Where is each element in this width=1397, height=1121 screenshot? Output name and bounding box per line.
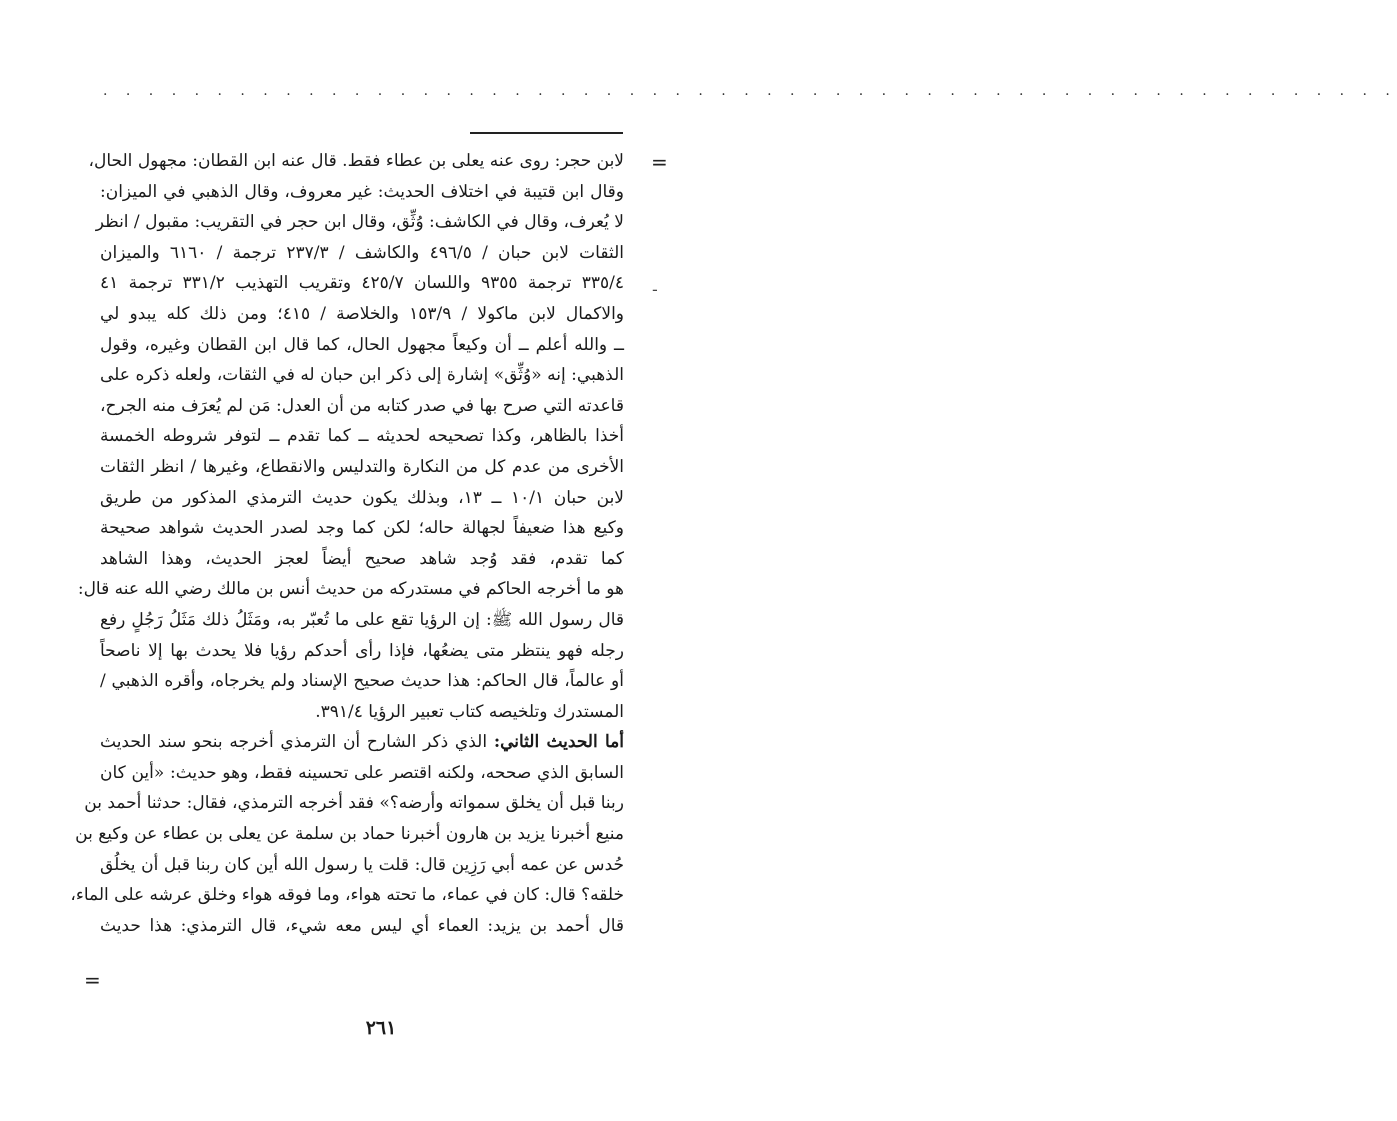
footnote-line: قال أحمد بن يزيد: العماء أي ليس معه شيء، قال الترمذي: هذا حديث [100,915,624,936]
footnote-line: هو ما أخرجه الحاكم في مستدركه من حديث أنس بن مالك رضي الله عنه قال: [77,579,624,600]
footnote-line: لابن حبان ١٠/١ ــ ١٣، وبذلك يكون حديث الترمذي المذكور من طريق [100,487,624,508]
footnote-line: ربنا قبل أن يخلق سمواته وأرضه؟» فقد أخرجه الترمذي، فقال: حدثنا أحمد بن [84,793,624,814]
footnote-line-second-hadith: أما الحديث الثاني: الذي ذكر الشارح أن الترمذي أخرجه بنحو سند الحديث [100,732,624,753]
footnote-line: رجله فهو ينتظر متى يضعُها، فإذا رأى أحدكم رؤيا فلا يحدث بها إلا ناصحاً [100,640,624,661]
footnote-line: الثقات لابن حبان / ٤٩٦/٥ والكاشف / ٢٣٧/٣ ترجمة / ٦١٦٠ والميزان [100,242,624,263]
footnote-line: قاعدته التي صرح بها في صدر كتابه من أن العدل: مَن لم يُعرَف منه الجرح، [100,395,624,416]
footnote-line: وقال ابن قتيبة في اختلاف الحديث: غير معروف، وقال الذهبي في الميزان: [100,181,624,202]
footnote-line: منيع أخبرنا يزيد بن هارون أخبرنا حماد بن سلمة عن يعلى بن عطاء عن وكيع بن [75,824,624,845]
page-number: ٢٦١ [365,1017,397,1039]
footnote-line: لا يُعرف، وقال في الكاشف: وُثِّق، وقال ابن حجر في التقريب: مقبول / انظر [95,212,624,233]
footnote-text [70,146,625,941]
footnote-line: الذهبي: إنه «وُثِّق» إشارة إلى ذكر ابن حبان له في الثقات، ولعله ذكره على [100,365,624,386]
footnote-line: خلقه؟ قال: كان في عماء، ما تحته هواء، وما فوقه هواء وخلق عرشه على الماء، [70,885,624,906]
footnote-line: ٣٣٥/٤ ترجمة ٩٣٥٥ واللسان ٤٢٥/٧ وتقريب التهذيب ٣٣١/٢ ترجمة ٤١ [100,273,624,294]
footnote-line: قال رسول الله ﷺ: إن الرؤيا تقع على ما تُعبّر به، ومَثَلُ ذلك مَثَلُ رَجُلٍ رفع [100,609,624,630]
continuation-mark-bottom: = [84,968,101,992]
footnote-line: وكيع هذا ضعيفاً لجهالة حاله؛ لكن كما وجد لصدر الحديث شواهد صحيحة [100,518,624,539]
footnote-rule [470,132,623,134]
second-hadith-heading: أما الحديث الثاني: [493,732,624,753]
footnote-line: أخذا بالظاهر، وكذا تصحيحه لحديثه ــ كما تقدم ــ لتوفر شروطه الخمسة [100,426,624,447]
margin-tick: - [652,280,658,299]
footnote-line: المستدرك وتلخيصه كتاب تعبير الرؤيا ٣٩١/٤. [315,701,624,722]
footnote-line: السابق الذي صححه، ولكنه اقتصر على تحسينه فقط، وهو حديث: «أين كان [100,762,624,783]
footnote-line: أو عالماً، قال الحاكم: هذا حديث صحيح الإسناد ولم يخرجاه، وأقره الذهبي / [100,671,624,692]
footnote-line: حُدس عن عمه أبي رَزِين قال: قلت يا رسول الله أين كان ربنا قبل أن يخلُق [100,854,624,875]
footnote-line: لابن حجر: روى عنه يعلى بن عطاء فقط. قال عنه ابن القطان: مجهول الحال، [88,151,624,171]
footnote-line: كما تقدم، فقد وُجد شاهد صحيح أيضاً لعجز الحديث، وهذا الشاهد [100,548,624,569]
dotted-separator: . . . . . . . . . . . . . . . . . . . . . . . . . . . . . . . . . . . . . . . . . . . . . . . . . . . . . . . . . [103,83,1397,99]
continuation-mark-top: = [651,150,668,174]
footnote-line: الأخرى من عدم كل من النكارة والتدليس والانقطاع، وغيرها / انظر الثقات [100,456,624,477]
footnote-line: والاكمال لابن ماكولا / ١٥٣/٩ والخلاصة / ٤١٥؛ ومن ذلك كله يبدو لي [100,303,625,324]
footnote-line: ــ والله أعلم ــ أن وكيعاً مجهول الحال، كما قال ابن القطان وغيره، وقول [100,334,624,355]
